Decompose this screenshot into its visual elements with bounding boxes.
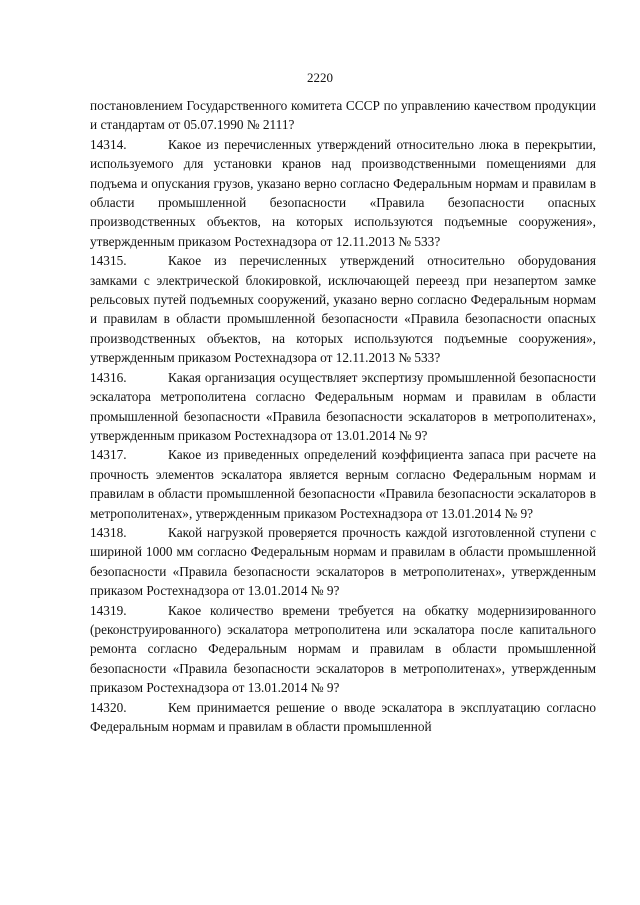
question-14317 <box>90 445 596 523</box>
question-number: 14314. <box>90 136 127 152</box>
question-14315 <box>90 251 596 367</box>
question-number: 14319. <box>90 602 127 618</box>
question-text: Какое из перечисленных утверждений относительно оборудования замками с электрической блокировкой, исключающей переезд при незапертом замке рельсовых путей подъемных сооружений, указано верно согласно Федеральным нормам и правилам в области промышленной безопасности «Правила безопасности опасных производственных объектов, на которых используются подъемные сооружения», утвержденным приказом Ростехнадзора от 12.11.2013 № 533? <box>90 253 596 366</box>
question-14318 <box>90 523 596 601</box>
question-number: 14318. <box>90 524 127 540</box>
question-text: Какое количество времени требуется на обкатку модернизированного (реконструированного) эскалатора метрополитена или эскалатора после капитального ремонта согласно Федеральным нормам и правилам в области промышленной безопасности «Правила безопасности эскалаторов в метрополитенах», утвержденным приказом Ростехнадзора от 13.01.2014 № 9? <box>90 602 596 696</box>
question-number: 14315. <box>90 253 127 269</box>
question-text: Какая организация осуществляет экспертизу промышленной безопасности эскалатора метрополитена согласно Федеральным нормам и правилам в области промышленной безопасности «Правила безопасности эскалаторов в метрополитенах», утвержденным приказом Ростехнадзора от 13.01.2014 № 9? <box>90 369 596 443</box>
continuation-paragraph: постановлением Государственного комитета СССР по управлению качеством продукции и стандартам от 05.07.1990 № 2111? <box>90 98 596 133</box>
question-text: Какой нагрузкой проверяется прочность каждой изготовленной ступени с шириной 1000 мм согласно Федеральным нормам и правилам в области промышленной безопасности «Правила безопасности эскалаторов в метрополитенах», утвержденным приказом Ростехнадзора от 13.01.2014 № 9? <box>90 524 596 599</box>
question-text: Какое из приведенных определений коэффициента запаса при расчете на прочность элементов эскалатора является верным согласно Федеральным нормам и правилам в области промышленной безопасности «Правила безопасности эскалаторов в метрополитенах», утвержденным приказом Ростехнадзора от 13.01.2014 № 9? <box>90 447 596 521</box>
question-number: 14316. <box>90 369 127 385</box>
question-text: Кем принимается решение о вводе эскалатора в эксплуатацию согласно Федеральным нормам и правилам в области промышленной <box>90 699 596 734</box>
question-14316 <box>90 368 596 446</box>
question-text: Какое из перечисленных утверждений относительно люка в перекрытии, используемого для установки кранов над производственными помещениями для подъема и опускания грузов, указано верно согласно Федеральным нормам и правилам в области промышленной безопасности «Правила безопасности опасных производственных объектов, на которых используются подъемные сооружения», утвержденным приказом Ростехнадзора от 12.11.2013 № 533? <box>90 136 596 249</box>
page-number: 2220 <box>307 70 333 85</box>
question-number: 14317. <box>90 447 127 463</box>
question-number: 14320. <box>90 699 127 715</box>
question-14314 <box>90 135 596 251</box>
question-14319 <box>90 601 596 698</box>
question-14320 <box>90 698 596 737</box>
document-body <box>90 96 596 736</box>
